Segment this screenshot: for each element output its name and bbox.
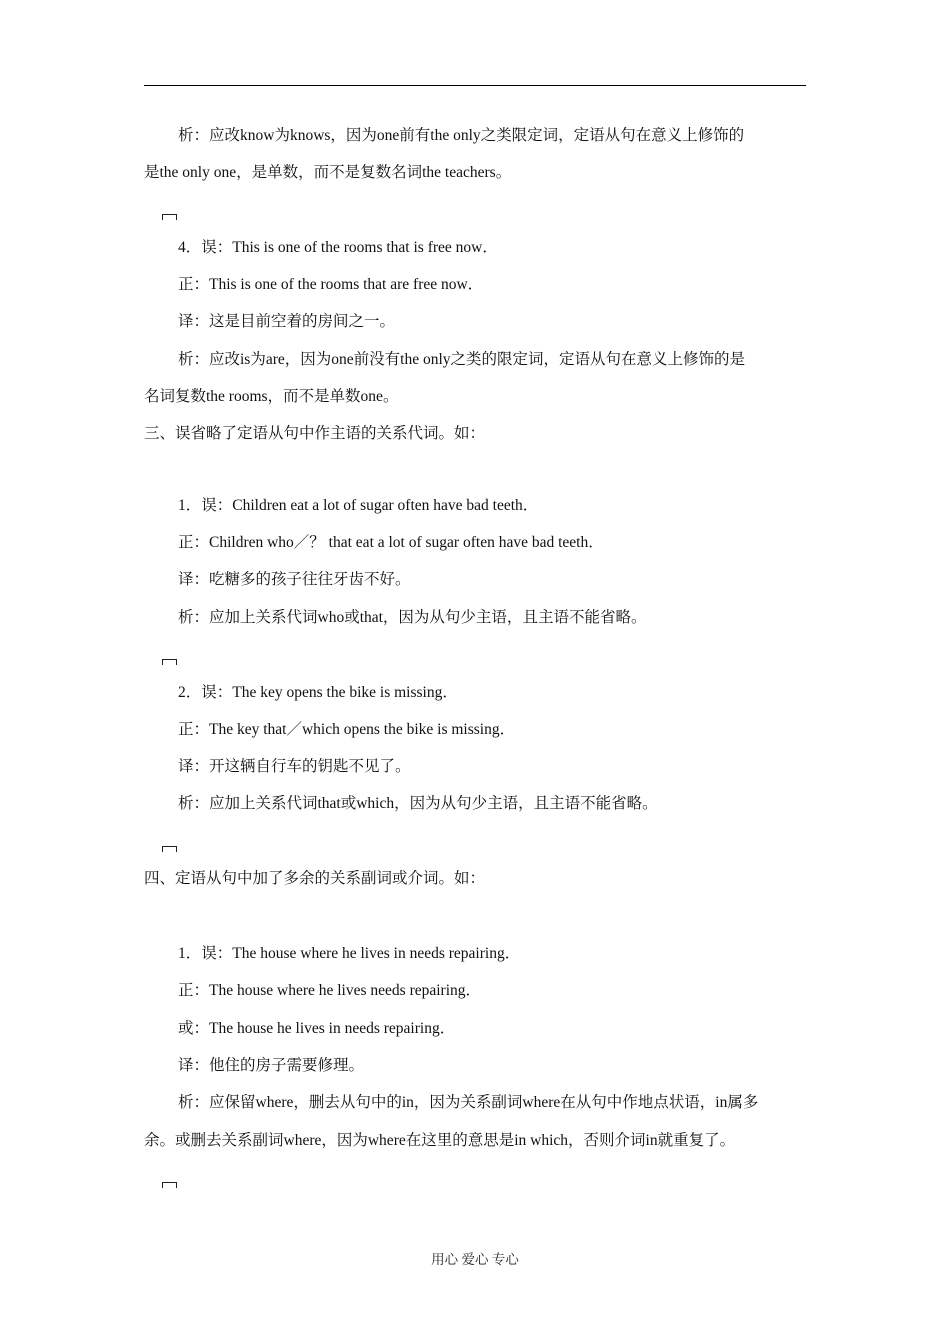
analysis-line: 析：应保留where，删去从句中的in，因为关系副词where在从句中作地点状语，in属多 — [178, 1094, 759, 1111]
correct-sentence: 正：The key that／which opens the bike is missing． — [178, 721, 516, 738]
wrong-sentence: 2．误：The key opens the bike is missing． — [178, 684, 458, 701]
section-mark-icon — [162, 214, 177, 220]
section-mark-icon — [162, 1182, 177, 1188]
wrong-sentence: 1．误：The house where he lives in needs repairing． — [178, 945, 521, 962]
translation-line: 译：开这辆自行车的钥匙不见了。 — [178, 758, 411, 775]
analysis-line: 析：应改is为are，因为one前没有the only之类的限定词，定语从句在意义上修饰的是 — [178, 351, 746, 368]
translation-line: 译：这是目前空着的房间之一。 — [178, 313, 396, 330]
analysis-line: 析：应改know为knows，因为one前有the only之类限定词，定语从句在意义上修饰的 — [178, 127, 745, 144]
correct-sentence: 正：Children who／？ that eat a lot of sugar often have bad teeth． — [178, 534, 604, 551]
wrong-sentence: 4．误：This is one of the rooms that is free now． — [178, 239, 498, 256]
translation-line: 译：吃糖多的孩子往往牙齿不好。 — [178, 571, 411, 588]
wrong-sentence: 1．误：Children eat a lot of sugar often have bad teeth． — [178, 497, 539, 514]
analysis-line-cont: 名词复数the rooms，而不是单数one。 — [144, 388, 399, 405]
header-rule — [144, 85, 806, 86]
analysis-line-cont: 余。或删去关系副词where，因为where在这里的意思是in which，否则介词in就重复了。 — [144, 1132, 736, 1149]
section-mark-icon — [162, 659, 177, 665]
section-heading: 四、定语从句中加了多余的关系副词或介词。如： — [144, 870, 486, 887]
page-footer: 用心 爱心 专心 — [431, 1252, 519, 1267]
analysis-line: 析：应加上关系代词that或which，因为从句少主语，且主语不能省略。 — [178, 795, 658, 812]
section-heading: 三、误省略了定语从句中作主语的关系代词。如： — [144, 425, 486, 442]
alternative-sentence: 或：The house he lives in needs repairing． — [178, 1020, 456, 1037]
translation-line: 译：他住的房子需要修理。 — [178, 1057, 365, 1074]
analysis-line: 析：应加上关系代词who或that，因为从句少主语，且主语不能省略。 — [178, 609, 647, 626]
section-mark-icon — [162, 846, 177, 852]
correct-sentence: 正：The house where he lives needs repairing． — [178, 982, 482, 999]
analysis-line-cont: 是the only one，是单数，而不是复数名词the teachers。 — [144, 164, 512, 181]
correct-sentence: 正：This is one of the rooms that are free now． — [178, 276, 484, 293]
